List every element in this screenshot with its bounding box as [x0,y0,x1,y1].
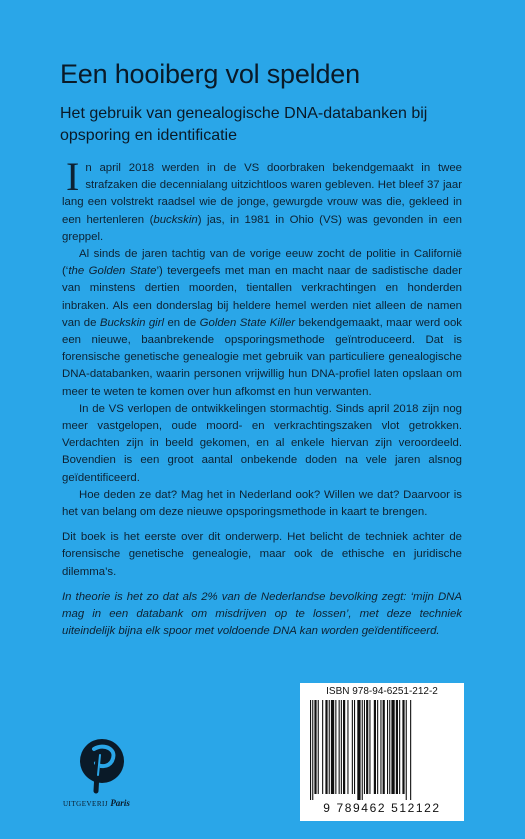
barcode-bar [322,700,323,794]
barcode-bar [343,700,345,794]
isbn-label: ISBN 978-94-6251-212-2 [326,686,438,697]
drop-cap: I [66,154,80,199]
barcode-bar [335,700,336,794]
ean-digits: 9 789462 512122 [323,801,441,815]
barcode-bar [354,700,355,794]
barcode-bar [410,700,411,800]
barcode-bar [329,700,330,794]
barcode-bar [352,700,353,794]
barcode-bar [339,700,340,794]
barcode-bar [377,700,378,794]
barcode-bar [314,700,316,794]
barcode-bar [364,700,365,794]
barcode-bar [391,700,394,794]
barcode-bar [374,700,376,794]
barcode-bar [325,700,327,794]
barcode-bar [341,700,342,794]
blurb-body [62,154,462,640]
book-title: Een hooiberg vol spelden [60,59,360,89]
barcode-bar [312,700,313,800]
publisher-name: UITGEVERIJ Paris [63,798,130,808]
barcode-bar [331,700,334,794]
barcode [300,683,464,821]
barcode-bar [387,700,388,794]
barcode-bar [318,700,319,794]
barcode-bar [362,700,363,800]
barcode-bar [347,700,348,794]
quote-paragraph: In theorie is het zo dat als 2% van de Nederlandse bevolking zegt: ‘mijn DNA mag in een databank om misdrijven op te lossen’, met deze techniek uiteindelijk bijna elk spoor met voldoende DNA kan worden geïdentificeerd. [62,590,462,638]
barcode-bar [310,700,311,800]
barcode-bar [389,700,390,794]
paragraph-2: Al sinds de jaren tachtig van de vorige eeuw zocht de politie in Californië (‘the Golden State’) tevergeefs met man en macht naar de sadistische dader van minstens dertien moorden, tientallen verkrachtingen en honderden inbraken. Als een donderslag bij heldere hemel werden niet alleen de namen van de Buckskin girl en de Golden State Killer bekendgemaakt, maar werd ook een nieuwe, baanbrekende opsporingsmethode geïntroduceerd. Dat is forensische genetische genealogie met gebruik van particuliere genealogische DNA-databanken, waarin personen vrijwillig hun DNA-profiel laten opslaan om meer te weten te komen over hun afkomst en hun verwanten. [62,248,462,398]
paragraph-3: In de VS verlopen de ontwikkelingen stormachtig. Sinds april 2018 zijn nog meer vastgelopen, oude moord- en verkrachtingszaken vlot getrokken. Verdachten zijn in beeld gekomen, en al enkele hiervan zijn veroordeeld. Bovendien is een groot aantal onbekende doden na vele jaren alsnog geïdentificeerd. [62,402,462,484]
barcode-bar [366,700,368,794]
publisher-logo-icon [74,735,134,805]
barcode-bar [383,700,385,794]
book-subtitle: Het gebruik van genealogische DNA-databanken bij opsporing en identificatie [60,105,428,144]
barcode-bar [369,700,370,794]
paragraph-1: In april 2018 werden in de VS doorbraken bekendgemaakt in twee strafzaken die decennialang uitzichtloos waren gebleven. Het bleef 37 jaar lang een volstrekt raadsel wie de jonge, gewurgde vrouw was die, gekleed in een hertenleren (buckskin) jas, in 1981 in Ohio (VS) was gevonden in een greppel. [62,154,462,243]
barcode-bar [399,700,400,794]
barcode-bar [396,700,398,794]
barcode-bar [380,700,381,794]
barcode-bar [406,700,407,800]
barcode-bar [402,700,404,794]
paragraph-4: Hoe deden ze dat? Mag het in Nederland ook? Willen we dat? Daarvoor is het van belang om deze nieuwe opsporingsmethode in kaart te brengen. [62,488,462,519]
barcode-bar [357,700,360,800]
barcode-bars [308,700,456,800]
paragraph-5: Dit boek is het eerste over dit onderwerp. Het belicht de techniek achter de forensische genetische genealogie, maar ook de ethische en juridische dilemma’s. [62,531,462,578]
